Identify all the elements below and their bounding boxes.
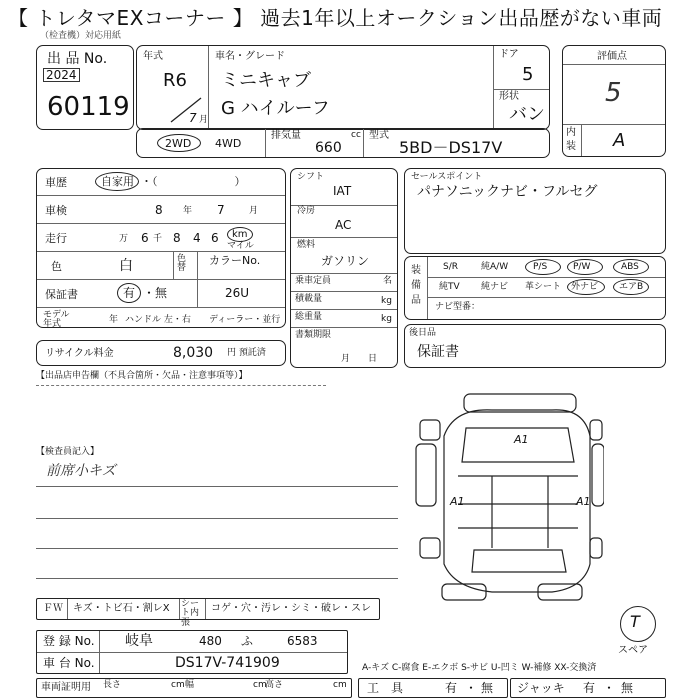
fw-text: キズ・トビ石・割レX <box>73 603 170 614</box>
type-label: 型式 <box>369 130 389 141</box>
mileage-digit-1: 6 <box>141 231 149 245</box>
drive-2wd: 2WD <box>165 137 192 150</box>
history-value: 自家用 <box>101 175 134 188</box>
car-roof-top <box>464 394 576 412</box>
registration-class: 480 <box>199 634 222 648</box>
delivery-box: 後日品 保証書 <box>404 324 666 368</box>
seller-notes-label: 【出品店申告欄（不具合箇所・欠品・注意事項等）】 <box>36 371 248 381</box>
year-month: 7 <box>189 111 197 125</box>
interior-score: A <box>613 130 626 151</box>
jack-box: ジャッキ 有 ・ 無 <box>510 678 666 698</box>
displacement-value: 660 <box>315 140 342 156</box>
tools-box: 工 具 有 ・ 無 <box>358 678 508 698</box>
sales-point-value: パナソニックナビ・フルセグ <box>417 184 598 200</box>
chassis-number: DS17V-741909 <box>175 655 280 671</box>
damage-legend: A-キズ C-腐食 E-エクボ S-サビ U-凹ミ W-補修 XX-交換済 <box>362 663 597 673</box>
tools-yes: 有 <box>445 681 458 695</box>
color-code: 26U <box>225 286 250 300</box>
sheet-subheader: （检査機）対応用紙 <box>40 31 122 41</box>
equipment-box: 装備品 S/R 純A/W P/S P/W ABS 純TV 純ナビ 革シート 外ナビ エアB ナビ型番： <box>404 256 666 320</box>
warranty-no: 無 <box>155 286 168 300</box>
vehicle-header-box: 年式 R6 7 月 車名・グレード ミニキャブ G ハイルーフ ドア 5 形状 バン <box>136 45 550 130</box>
spare-mark: T <box>630 612 640 631</box>
lot-label: 出 品 No. <box>47 51 108 67</box>
doors-label: ドア <box>499 49 519 60</box>
mileage-digit-2: 8 <box>173 231 181 245</box>
year-era: R6 <box>163 70 187 91</box>
fuel-value: ガソリン <box>321 254 370 268</box>
displacement-label: 排気量 <box>271 130 301 141</box>
year-label: 年式 <box>143 51 163 62</box>
inspector-note: 前席小キズ <box>46 463 116 479</box>
registration-box: 登 録 No. 岐阜 480 ふ 6583 車 台 No. DS17V-741909 <box>36 630 348 674</box>
cert-row: 車両証明用 長さ cm 幅 cm 高さ cm <box>36 678 352 698</box>
score-box: 評価点 5 内 装 A <box>562 45 666 157</box>
car-rear-left-corner <box>442 584 486 600</box>
registration-region: 岐阜 <box>125 633 153 649</box>
grade-name: G ハイルーフ <box>221 98 330 119</box>
equip-pw: P/W <box>573 262 591 272</box>
car-rear-window <box>472 550 566 572</box>
mileage-digit-3: 4 <box>193 231 201 245</box>
car-side-left <box>416 444 436 506</box>
type-value: 5BD－DS17V <box>399 138 503 157</box>
doors-value: 5 <box>522 64 534 85</box>
spec-row: 2WD 4WD 排気量 660 cc 型式 5BD－DS17V <box>136 128 550 158</box>
jack-no: 無 <box>621 681 634 695</box>
shape-value: バン <box>509 104 545 125</box>
shift-value: IAT <box>333 184 352 198</box>
ac-value: AC <box>335 218 352 232</box>
lot-year: 2024 <box>43 68 80 82</box>
warranty-yes: 有 <box>123 286 136 300</box>
seat-text: コゲ・穴・汚レ・シミ・破レ・スレ <box>211 603 371 614</box>
spare-label: スペア <box>618 645 648 656</box>
car-side-right <box>592 444 604 506</box>
equip-abs: ABS <box>621 262 639 272</box>
jack-yes: 有 <box>583 681 596 695</box>
name-label: 車名・グレード <box>215 51 285 62</box>
equip-airbag: エアB <box>619 282 644 292</box>
mechanical-grid: シフト IAT 冷房 AC 燃料 ガソリン 乗車定員 名 積載量 kg 総重量 kg 書類期限 月 日 <box>290 168 398 368</box>
recycle-box: リサイクル料金 8,030 円 預託済 <box>36 340 286 366</box>
wheel-front-left <box>420 420 440 440</box>
delivery-value: 保証書 <box>417 344 459 360</box>
damage-mark-left: A1 <box>450 495 465 508</box>
color-value: 白 <box>119 258 133 274</box>
equip-external-navi: 外ナビ <box>571 282 599 292</box>
damage-mark-right: A1 <box>576 495 591 508</box>
wheel-rear-right <box>590 538 602 558</box>
recycle-value: 8,030 <box>173 345 214 361</box>
sales-point-box: セールスポイント パナソニックナビ・フルセグ <box>404 168 666 254</box>
drive-4wd: 4WD <box>215 137 242 150</box>
lot-box <box>36 45 134 130</box>
banner-title: 【 トレタマEXコーナー 】 過去1年以上オークション出品歴がない車両 <box>8 6 663 30</box>
fw-row: ＦＷ キズ・トビ石・割レX シート内張 コゲ・穴・汚レ・シミ・破レ・スレ <box>36 598 380 620</box>
registration-number: 6583 <box>287 634 318 648</box>
registration-kana: ふ <box>241 634 254 648</box>
mileage-unit: km <box>232 229 248 240</box>
equip-ps: P/S <box>533 262 548 272</box>
damage-mark-front: A1 <box>514 433 529 446</box>
score-value: 5 <box>605 78 622 108</box>
shape-label: 形状 <box>499 91 519 102</box>
history-grid: 車歴 自家用 ・（ ） 車検 8 年 7 月 走行 万 6 千 8 4 6 km マイル 色 白 色替 カラーNo. 26U 保証書 有 ・ 無 モデル年式 年 ハンドル 左・右 ディーラー・並行 <box>36 168 286 328</box>
inspection-month: 7 <box>217 203 225 217</box>
mileage-digit-4: 6 <box>211 231 219 245</box>
wheel-rear-left <box>420 538 440 558</box>
inspector-label: 【検査員記入】 <box>36 447 100 457</box>
inspection-year: 8 <box>155 203 163 217</box>
wheel-front-right <box>590 420 602 440</box>
lot-number: 60119 <box>47 92 130 122</box>
model-name: ミニキャブ <box>221 70 311 91</box>
tools-no: 無 <box>481 681 494 695</box>
score-label: 評価点 <box>597 51 627 62</box>
